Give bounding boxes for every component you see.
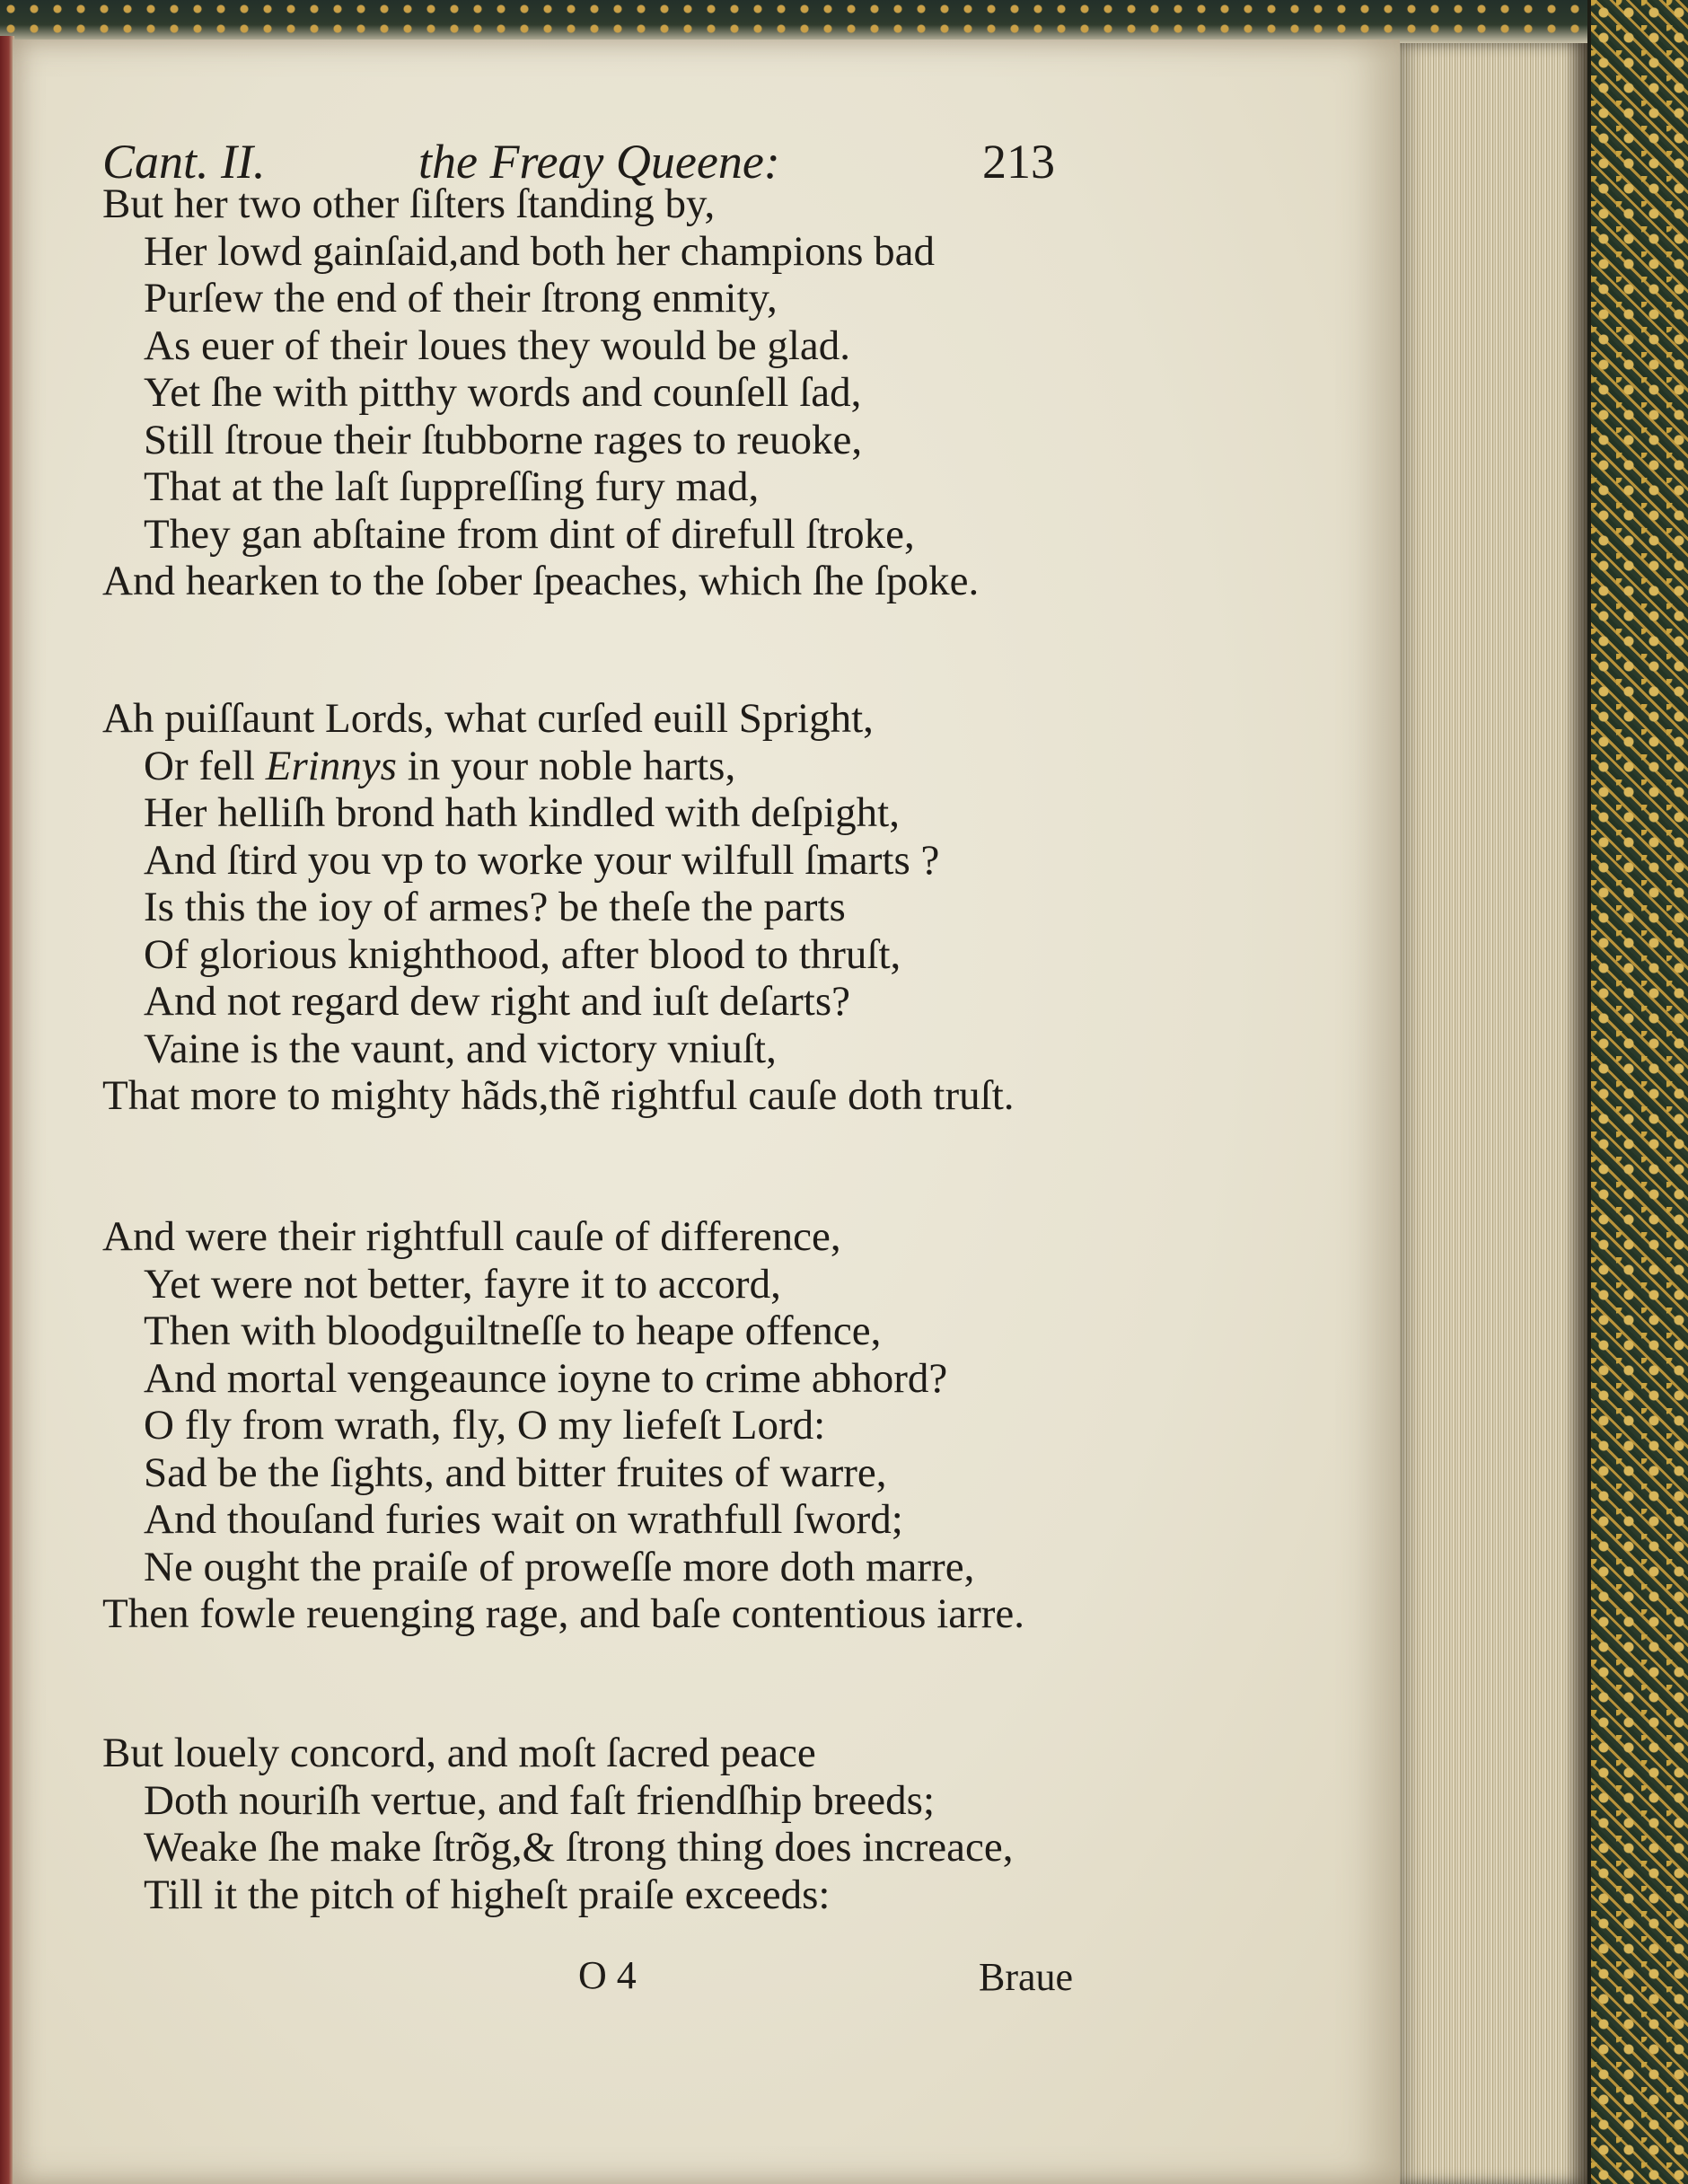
verse-line: Weake ſhe make ſtrõg,& ſtrong thing does increace,	[144, 1824, 1014, 1871]
verse-line: They gan abſtaine from dint of direfull ſtroke,	[144, 510, 915, 558]
verse-line: Vaine is the vaunt, and victory vniuſt,	[144, 1025, 777, 1072]
signature-mark: O 4	[578, 1953, 637, 1997]
gilt-binding-edge	[1587, 0, 1688, 2184]
verse-line: And mortal vengeaunce ioyne to crime abhord?	[144, 1354, 948, 1402]
verse-line: Her lowd gainſaid,and both her champions bad	[144, 227, 936, 275]
verse-line: Yet were not better, fayre it to accord,	[144, 1260, 781, 1308]
verse-line-part: Or fell	[144, 742, 266, 789]
verse-line: Doth nouriſh vertue, and faſt friendſhip breeds;	[144, 1776, 935, 1824]
verse-line: But louely concord, and moſt ſacred peace	[102, 1730, 816, 1776]
verse-line: Then with bloodguiltneſſe to heape offence,	[144, 1308, 882, 1354]
verse-line: Her helliſh brond hath kindled with deſpight,	[144, 789, 900, 836]
book-page	[13, 40, 1400, 2184]
verse-line-part: in your noble harts,	[396, 742, 736, 789]
catchword: Braue	[979, 1955, 1074, 1999]
verse-line: Ah puiſſaunt Lords, what curſed euill Spright,	[102, 695, 874, 742]
verse-line: But her two other ſiſters ſtanding by,	[102, 181, 716, 227]
verse-line: Then fowle reuenging rage, and baſe contentious iarre.	[102, 1590, 1025, 1637]
page-fore-edge	[1396, 43, 1587, 2184]
verse-line: Ne ought the praiſe of proweſſe more doth marre,	[144, 1543, 975, 1590]
verse-line: Still ſtroue their ſtubborne rages to reuoke,	[144, 416, 863, 463]
page-number: 213	[982, 135, 1055, 189]
verse-italic-word: Erinnys	[265, 742, 397, 789]
verse-line: And hearken to the ſober ſpeaches, which ſhe ſpoke.	[102, 558, 980, 604]
verse-line: O fly from wrath, fly, O my liefeſt Lord:	[144, 1402, 826, 1449]
running-head-title: the Freay Queene:	[418, 135, 780, 189]
verse-line: Purſew the end of their ſtrong enmity,	[144, 275, 778, 321]
verse-line: Of glorious knighthood, after blood to thruſt,	[144, 930, 901, 978]
verse-line: As euer of their loues they would be glad.	[144, 321, 851, 369]
verse-line: That at the laſt ſuppreſſing fury mad,	[144, 463, 760, 510]
verse-line: Is this the ioy of armes? be theſe the parts	[144, 884, 846, 930]
verse-line: Till it the pitch of higheſt praiſe exceeds:	[144, 1871, 831, 1918]
verse-line: That more to mighty hãds,thẽ rightful cauſe doth truſt.	[102, 1072, 1015, 1119]
top-binding-edge	[0, 0, 1587, 45]
verse-line: Sad be the ſights, and bitter fruites of warre,	[144, 1449, 887, 1496]
verse-line: Yet ſhe with pitthy words and counſell ſad,	[144, 369, 862, 416]
verse-line: And were their rightfull cauſe of difference,	[102, 1213, 841, 1260]
verse-line: And thouſand furies wait on wrathfull ſword;	[144, 1496, 903, 1543]
running-head-canto: Cant. II.	[102, 135, 266, 189]
verse-line: And ſtird you vp to worke your wilfull ſmarts ?	[144, 836, 940, 884]
verse-line	[144, 742, 736, 789]
verse-line: And not regard dew right and iuſt deſarts?	[144, 978, 851, 1025]
